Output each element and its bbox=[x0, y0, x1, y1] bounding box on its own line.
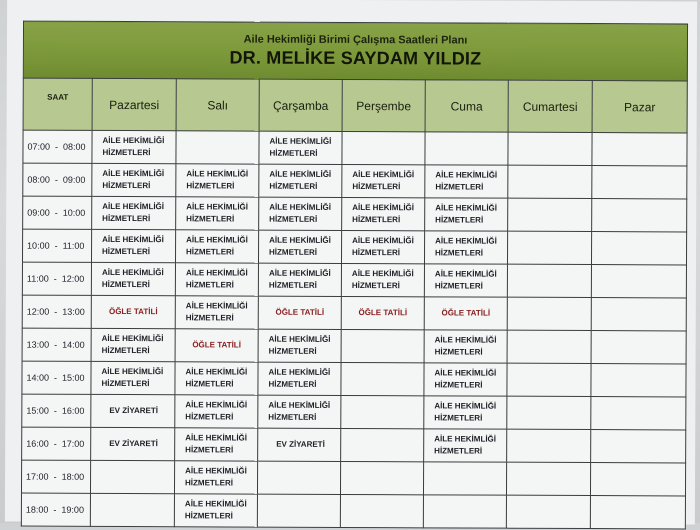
schedule-cell bbox=[341, 362, 424, 395]
table-row bbox=[22, 394, 686, 430]
schedule-cell bbox=[90, 493, 174, 526]
title-cell bbox=[23, 21, 687, 81]
schedule-cell bbox=[591, 430, 686, 463]
time-slot: 18:00 - 19:00 bbox=[21, 493, 90, 526]
schedule-cell bbox=[341, 329, 424, 362]
schedule-cell: AİLE HEKİMLİĞİ HİZMETLERİ bbox=[174, 494, 257, 527]
time-slot: 12:00 - 13:00 bbox=[22, 295, 91, 328]
schedule-cell: AİLE HEKİMLİĞİ HİZMETLERİ bbox=[91, 262, 175, 295]
schedule-cell bbox=[423, 462, 506, 495]
schedule-cell: ÖĞLE TATİLİ bbox=[341, 296, 424, 329]
schedule-sheet bbox=[5, 0, 697, 525]
header-row bbox=[23, 78, 687, 133]
schedule-cell: AİLE HEKİMLİĞİ HİZMETLERİ bbox=[175, 395, 258, 428]
schedule-cell bbox=[507, 297, 591, 330]
schedule-cell: AİLE HEKİMLİĞİ HİZMETLERİ bbox=[342, 164, 425, 197]
schedule-cell bbox=[591, 298, 686, 331]
schedule-cell: AİLE HEKİMLİĞİ HİZMETLERİ bbox=[425, 165, 508, 198]
schedule-cell bbox=[425, 132, 508, 165]
schedule-cell: AİLE HEKİMLİĞİ HİZMETLERİ bbox=[174, 461, 257, 494]
schedule-cell bbox=[590, 463, 685, 496]
schedule-cell: AİLE HEKİMLİĞİ HİZMETLERİ bbox=[91, 229, 175, 262]
schedule-cell bbox=[508, 165, 592, 198]
schedule-cell bbox=[423, 495, 506, 528]
header-sali: Salı bbox=[176, 79, 259, 131]
header-persembe: Perşembe bbox=[342, 79, 425, 131]
schedule-cell: AİLE HEKİMLİĞİ HİZMETLERİ bbox=[258, 329, 341, 362]
table-row bbox=[22, 361, 686, 397]
schedule-cell bbox=[342, 131, 425, 164]
schedule-cell: AİLE HEKİMLİĞİ HİZMETLERİ bbox=[424, 330, 507, 363]
header-cuma: Cuma bbox=[425, 80, 508, 132]
time-slot: 11:00 - 12:00 bbox=[22, 262, 91, 295]
schedule-cell bbox=[591, 232, 686, 265]
schedule-cell: ÖĞLE TATİLİ bbox=[175, 329, 258, 362]
table-row bbox=[21, 460, 685, 496]
schedule-table-wrap bbox=[21, 21, 687, 530]
schedule-cell bbox=[507, 330, 591, 363]
schedule-cell bbox=[590, 496, 685, 529]
time-slot: 09:00 - 10:00 bbox=[23, 196, 92, 229]
schedule-cell bbox=[508, 132, 592, 165]
schedule-cell bbox=[591, 331, 686, 364]
schedule-cell bbox=[257, 494, 340, 527]
schedule-cell bbox=[176, 131, 259, 164]
header-pazar: Pazar bbox=[592, 81, 687, 133]
schedule-cell: AİLE HEKİMLİĞİ HİZMETLERİ bbox=[341, 230, 424, 263]
schedule-cell: AİLE HEKİMLİĞİ HİZMETLERİ bbox=[175, 296, 258, 329]
schedule-cell bbox=[508, 198, 592, 231]
time-slot: 08:00 - 09:00 bbox=[23, 163, 92, 196]
schedule-body bbox=[21, 130, 687, 529]
schedule-cell: EV ZİYARETİ bbox=[91, 394, 175, 427]
doctor-name: DR. MELİKE SAYDAM YILDIZ bbox=[229, 47, 482, 69]
schedule-cell: AİLE HEKİMLİĞİ HİZMETLERİ bbox=[424, 396, 507, 429]
schedule-cell: AİLE HEKİMLİĞİ HİZMETLERİ bbox=[175, 428, 258, 461]
time-slot: 16:00 - 17:00 bbox=[22, 427, 91, 460]
schedule-cell: AİLE HEKİMLİĞİ HİZMETLERİ bbox=[424, 231, 507, 264]
schedule-cell: AİLE HEKİMLİĞİ HİZMETLERİ bbox=[92, 196, 176, 229]
schedule-cell: AİLE HEKİMLİĞİ HİZMETLERİ bbox=[91, 361, 175, 394]
schedule-cell bbox=[506, 462, 590, 495]
table-row bbox=[22, 328, 686, 364]
schedule-cell bbox=[507, 363, 591, 396]
schedule-cell bbox=[507, 396, 591, 429]
schedule-cell: AİLE HEKİMLİĞİ HİZMETLERİ bbox=[175, 263, 258, 296]
schedule-cell: AİLE HEKİMLİĞİ HİZMETLERİ bbox=[175, 230, 258, 263]
schedule-cell: AİLE HEKİMLİĞİ HİZMETLERİ bbox=[424, 429, 507, 462]
schedule-cell: AİLE HEKİMLİĞİ HİZMETLERİ bbox=[425, 198, 508, 231]
header-saat: SAAT bbox=[23, 78, 92, 130]
schedule-cell: AİLE HEKİMLİĞİ HİZMETLERİ bbox=[424, 363, 507, 396]
schedule-cell bbox=[591, 364, 686, 397]
schedule-cell: AİLE HEKİMLİĞİ HİZMETLERİ bbox=[91, 328, 175, 361]
schedule-cell bbox=[341, 395, 424, 428]
schedule-cell: AİLE HEKİMLİĞİ HİZMETLERİ bbox=[92, 163, 176, 196]
schedule-cell bbox=[591, 265, 686, 298]
schedule-cell bbox=[592, 199, 687, 232]
schedule-cell: AİLE HEKİMLİĞİ HİZMETLERİ bbox=[259, 131, 342, 164]
schedule-cell bbox=[507, 429, 591, 462]
schedule-cell bbox=[507, 231, 591, 264]
schedule-cell: AİLE HEKİMLİĞİ HİZMETLERİ bbox=[176, 197, 259, 230]
schedule-cell: AİLE HEKİMLİĞİ HİZMETLERİ bbox=[176, 164, 259, 197]
schedule-cell: ÖĞLE TATİLİ bbox=[91, 295, 175, 328]
schedule-cell bbox=[90, 460, 174, 493]
table-row bbox=[21, 493, 685, 529]
time-slot: 17:00 - 18:00 bbox=[21, 460, 90, 493]
time-slot: 07:00 - 08:00 bbox=[23, 130, 92, 163]
schedule-cell: AİLE HEKİMLİĞİ HİZMETLERİ bbox=[175, 362, 258, 395]
time-slot: 13:00 - 14:00 bbox=[22, 328, 91, 361]
schedule-cell: AİLE HEKİMLİĞİ HİZMETLERİ bbox=[92, 130, 176, 163]
table-row bbox=[22, 427, 686, 463]
time-slot: 10:00 - 11:00 bbox=[22, 229, 91, 262]
schedule-cell: AİLE HEKİMLİĞİ HİZMETLERİ bbox=[424, 264, 507, 297]
schedule-cell: AİLE HEKİMLİĞİ HİZMETLERİ bbox=[258, 362, 341, 395]
schedule-cell: EV ZİYARETİ bbox=[91, 427, 175, 460]
time-slot: 15:00 - 16:00 bbox=[22, 394, 91, 427]
schedule-cell: AİLE HEKİMLİĞİ HİZMETLERİ bbox=[258, 395, 341, 428]
schedule-table bbox=[21, 21, 688, 530]
schedule-cell bbox=[592, 166, 687, 199]
schedule-cell: AİLE HEKİMLİĞİ HİZMETLERİ bbox=[342, 197, 425, 230]
plan-title: Aile Hekimliği Birimi Çalışma Saatleri Planı bbox=[243, 33, 468, 47]
header-pazartesi: Pazartesi bbox=[92, 78, 176, 130]
schedule-cell bbox=[591, 397, 686, 430]
schedule-cell: AİLE HEKİMLİĞİ HİZMETLERİ bbox=[341, 263, 424, 296]
schedule-cell: AİLE HEKİMLİĞİ HİZMETLERİ bbox=[259, 197, 342, 230]
schedule-cell: AİLE HEKİMLİĞİ HİZMETLERİ bbox=[258, 263, 341, 296]
header-cumartesi: Cumartesi bbox=[508, 80, 592, 132]
title-row bbox=[23, 21, 687, 81]
schedule-cell bbox=[257, 461, 340, 494]
schedule-cell bbox=[592, 133, 687, 166]
schedule-cell: AİLE HEKİMLİĞİ HİZMETLERİ bbox=[259, 164, 342, 197]
schedule-cell: EV ZİYARETİ bbox=[258, 428, 341, 461]
table-row bbox=[23, 196, 687, 232]
table-row bbox=[22, 262, 686, 298]
schedule-cell: AİLE HEKİMLİĞİ HİZMETLERİ bbox=[258, 230, 341, 263]
table-row bbox=[23, 130, 687, 166]
time-slot: 14:00 - 15:00 bbox=[22, 361, 91, 394]
schedule-cell: ÖĞLE TATİLİ bbox=[258, 296, 341, 329]
schedule-cell bbox=[507, 264, 591, 297]
header-carsamba: Çarşamba bbox=[259, 79, 342, 131]
schedule-cell bbox=[506, 495, 590, 528]
schedule-cell bbox=[341, 428, 424, 461]
table-row bbox=[23, 163, 687, 199]
table-row bbox=[22, 295, 686, 331]
schedule-cell: ÖĞLE TATİLİ bbox=[424, 297, 507, 330]
table-row bbox=[22, 229, 686, 265]
schedule-cell bbox=[340, 461, 423, 494]
